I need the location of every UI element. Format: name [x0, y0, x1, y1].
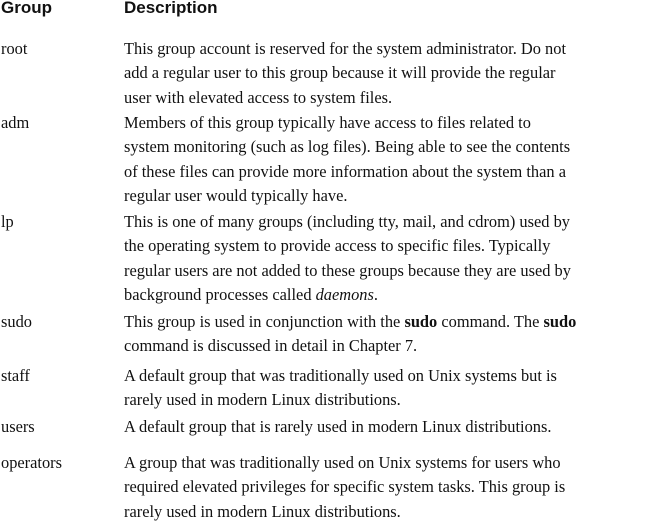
description-line: [124, 451, 645, 475]
description-line: [124, 500, 645, 524]
description-line: [124, 210, 645, 234]
description-line: [124, 184, 645, 208]
text-run: user with elevated access to system files.: [124, 87, 393, 107]
text-run: A group that was traditionally used on Unix systems for users who: [124, 453, 561, 472]
description-line: [124, 388, 645, 412]
text-run: Members of this group typically have access to files related to: [124, 113, 531, 132]
group-description: [124, 415, 645, 439]
group-name: operators: [1, 453, 62, 472]
description-line: [124, 111, 645, 135]
command-name: sudo: [404, 312, 438, 331]
group-column-header: Group: [1, 0, 52, 17]
group-name: sudo: [1, 312, 32, 331]
text-run: regular user would typically have.: [124, 186, 348, 206]
text-run: of these files can provide more information about the system than a: [124, 161, 566, 181]
description-line: [124, 135, 645, 159]
text-run: A default group that was traditionally used on Unix systems but is: [124, 366, 557, 385]
description-line: [124, 415, 645, 439]
text-run: This group account is reserved for the system administrator. Do not: [124, 39, 566, 58]
text-run: the operating system to provide access to specific files. Typically: [124, 236, 551, 256]
description-line: [124, 234, 645, 258]
description-line: [124, 310, 645, 334]
description-line: [124, 364, 645, 388]
emphasized-term: daemons: [315, 285, 374, 305]
group-description: [124, 310, 645, 359]
description-line: [124, 37, 645, 61]
description-line: [124, 259, 645, 283]
description-column-header: Description: [124, 0, 218, 17]
text-run: system monitoring (such as log files). Being able to see the contents: [124, 137, 571, 157]
text-run: background processes called: [124, 285, 316, 305]
text-run: command. The: [437, 312, 544, 331]
text-run: command is discussed in detail in Chapter 7.: [124, 336, 418, 356]
group-name: staff: [1, 366, 30, 385]
text-run: This is one of many groups (including tty, mail, and cdrom) used by: [124, 212, 570, 231]
command-name: sudo: [543, 312, 577, 331]
text-run: A default group that is rarely used in modern Linux distributions.: [124, 417, 552, 436]
text-run: rarely used in modern Linux distributions.: [124, 390, 401, 410]
description-line: [124, 334, 645, 358]
description-line: [124, 160, 645, 184]
group-description: [124, 451, 645, 524]
group-name: adm: [1, 113, 30, 132]
text-run: rarely used in modern Linux distributions.: [124, 501, 401, 521]
text-run: This group is used in conjunction with the: [124, 312, 405, 331]
group-description: [124, 37, 645, 110]
text-run: add a regular user to this group because it will provide the regular: [124, 63, 556, 83]
description-line: [124, 283, 645, 307]
text-run: .: [373, 285, 378, 305]
description-line: [124, 86, 645, 110]
group-name: lp: [1, 212, 14, 231]
group-name: users: [1, 417, 35, 436]
group-description: [124, 111, 645, 209]
text-run: regular users are not added to these groups because they are used by: [124, 260, 571, 280]
group-description: [124, 210, 645, 308]
text-run: required elevated privileges for specific system tasks. This group is: [124, 477, 566, 497]
description-line: [124, 61, 645, 85]
description-line: [124, 475, 645, 499]
group-description: [124, 364, 645, 413]
group-name: root: [1, 39, 28, 58]
